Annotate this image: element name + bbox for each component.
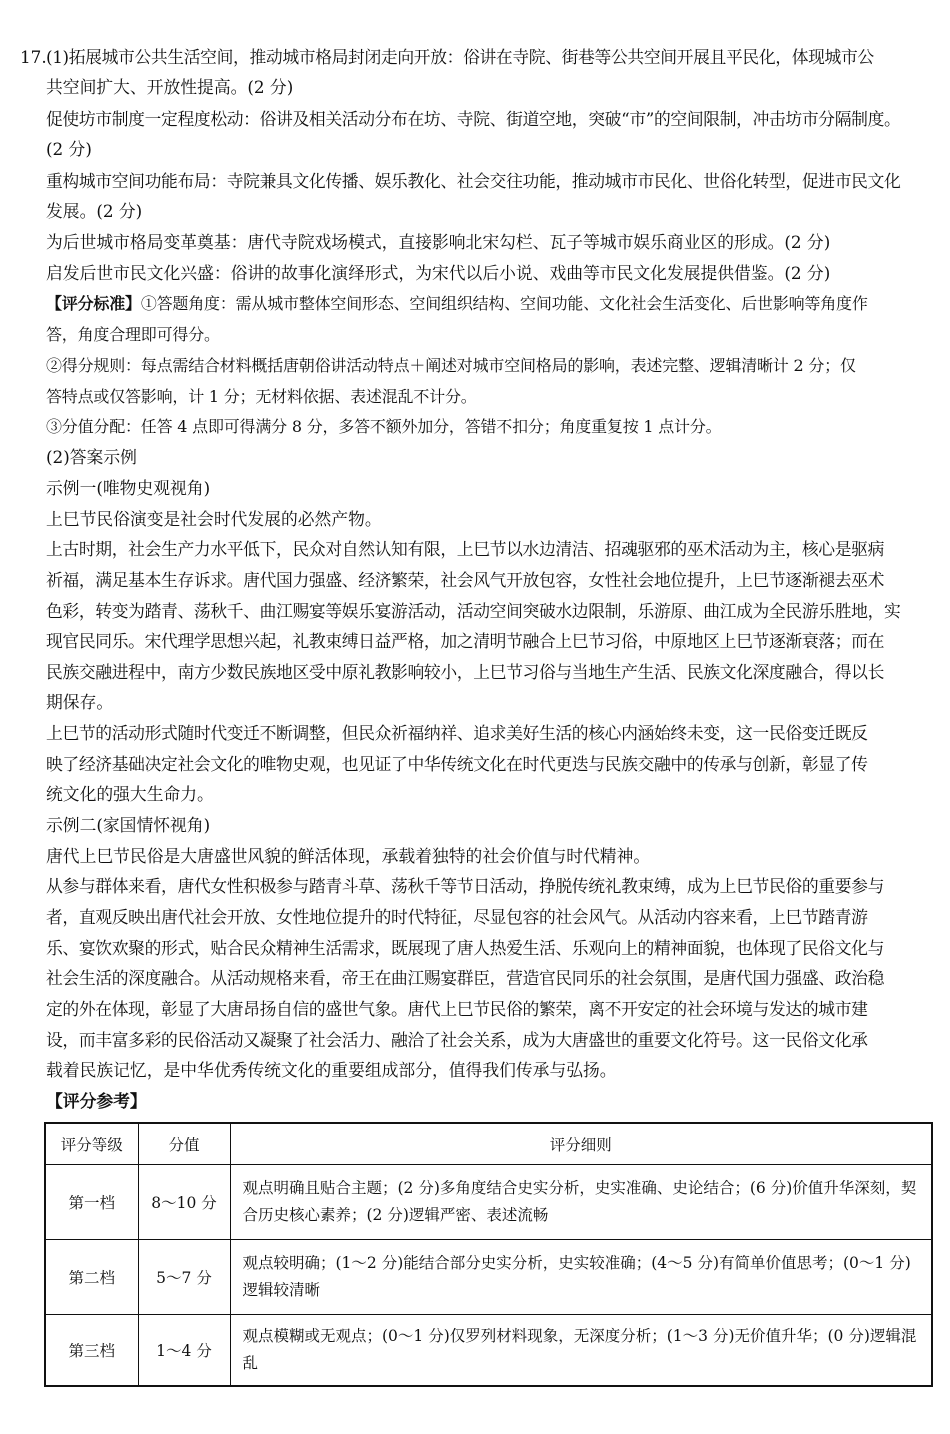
answer-line: 期保存。	[46, 692, 114, 712]
score-cell: 5～7 分	[138, 1240, 230, 1315]
answer-line: 现官民同乐。宋代理学思想兴起，礼教束缚日益严格，加之清明节融合上巳节习俗，中原地区上巳节逐渐衰落；而在	[46, 631, 884, 651]
answer-line: 映了经济基础决定社会文化的唯物史观，也见证了中华传统文化在时代更迭与民族交融中的传承与创新，彰显了传	[46, 754, 868, 774]
table-header-score: 分值	[138, 1123, 230, 1165]
answer-line: 统文化的强大生命力。	[46, 784, 214, 804]
answer-line: 促使坊市制度一定程度松动：俗讲及相关活动分布在坊、寺院、街道空地，突破“市”的空间限制，冲击坊市分隔制度。	[46, 109, 901, 129]
scoring-criteria-label: 【评分标准】	[46, 294, 141, 313]
answer-line: 者，直观反映出唐代社会开放、女性地位提升的时代特征，尽显包容的社会风气。从活动内容来看，上巳节踏青游	[46, 907, 868, 927]
table-row	[45, 1240, 932, 1315]
scoring-criteria-text: ①答题角度：需从城市整体空间形态、空间组织结构、空间功能、文化社会生活变化、后世影响等角度作	[140, 294, 868, 313]
answer-line: 祈福，满足基本生存诉求。唐代国力强盛、经济繁荣，社会风气开放包容，女性社会地位提升，上巳节逐渐褪去巫术	[46, 570, 884, 590]
answer-line: 社会生活的深度融合。从活动规格来看，帝王在曲江赐宴群臣，营造官民同乐的社会氛围，是唐代国力强盛、政治稳	[46, 968, 884, 988]
table-row	[45, 1315, 932, 1387]
answer-line: (2)答案示例	[46, 447, 137, 467]
level-cell: 第一档	[45, 1165, 138, 1240]
detail-cell: 观点较明确；(1～2 分)能结合部分史实分析，史实较准确；(4～5 分)有简单价值思考；(0～1 分)逻辑较清晰	[230, 1240, 932, 1315]
scoring-table	[44, 1122, 933, 1387]
answer-line: 定的外在体现，彰显了大唐昂扬自信的盛世气象。唐代上巳节民俗的繁荣，离不开安定的社会环境与发达的城市建	[46, 999, 868, 1019]
table-header-row	[45, 1123, 932, 1165]
answer-line: 唐代上巳节民俗是大唐盛世风貌的鲜活体现，承载着独特的社会价值与时代精神。	[46, 846, 651, 866]
answer-line: 色彩，转变为踏青、荡秋千、曲江赐宴等娱乐宴游活动，活动空间突破水边限制，乐游原、曲江成为全民游乐胜地，实	[46, 601, 901, 621]
table-header-level: 评分等级	[45, 1123, 138, 1165]
answer-line: 示例二(家国情怀视角)	[46, 815, 211, 835]
detail-cell: 观点模糊或无观点；(0～1 分)仅罗列材料现象，无深度分析；(1～3 分)无价值升华；(0 分)逻辑混乱	[230, 1315, 932, 1387]
answer-line: 载着民族记忆，是中华优秀传统文化的重要组成部分，值得我们传承与弘扬。	[46, 1060, 617, 1080]
answer-line: (2 分)	[46, 139, 92, 159]
scoring-criteria-line	[46, 294, 868, 314]
answer-line: 为后世城市格局变革奠基：唐代寺院戏场模式，直接影响北宋勾栏、瓦子等城市娱乐商业区的形成。(2 分)	[46, 232, 831, 252]
answer-line: 乐、宴饮欢聚的形式，贴合民众精神生活需求，既展现了唐人热爱生活、乐观向上的精神面貌，也体现了民俗文化与	[46, 938, 884, 958]
answer-line: (1)拓展城市公共生活空间，推动城市格局封闭走向开放：俗讲在寺院、街巷等公共空间开展且平民化，体现城市公	[46, 47, 874, 67]
answer-line: 上巳节民俗演变是社会时代发展的必然产物。	[46, 509, 382, 529]
answer-line: 从参与群体来看，唐代女性积极参与踏青斗草、荡秋千等节日活动，挣脱传统礼教束缚，成为上巳节民俗的重要参与	[46, 876, 884, 896]
table-header-detail: 评分细则	[230, 1123, 932, 1165]
answer-line: 上巳节的活动形式随时代变迁不断调整，但民众祈福纳祥、追求美好生活的核心内涵始终未变，这一民俗变迁既反	[46, 723, 868, 743]
level-cell: 第二档	[45, 1240, 138, 1315]
score-cell: 8～10 分	[138, 1165, 230, 1240]
scoring-criteria-line: 答特点或仅答影响，计 1 分；无材料依据、表述混乱不计分。	[46, 387, 477, 406]
answer-line: 设，而丰富多彩的民俗活动又凝聚了社会活力、融洽了社会关系，成为大唐盛世的重要文化符号。这一民俗文化承	[46, 1030, 868, 1050]
question-number: 17.	[20, 47, 47, 67]
table-row	[45, 1165, 932, 1240]
scoring-criteria-line: ③分值分配：任答 4 点即可得满分 8 分，多答不额外加分，答错不扣分；角度重复按 1 点计分。	[46, 417, 722, 436]
answer-line: 共空间扩大、开放性提高。(2 分)	[46, 77, 294, 97]
answer-line: 启发后世市民文化兴盛：俗讲的故事化演绎形式，为宋代以后小说、戏曲等市民文化发展提供借鉴。(2 分)	[46, 263, 831, 283]
detail-cell: 观点明确且贴合主题；(2 分)多角度结合史实分析，史实准确、史论结合；(6 分)价值升华深刻，契合历史核心素养；(2 分)逻辑严密、表述流畅	[230, 1165, 932, 1240]
scoring-criteria-line: ②得分规则：每点需结合材料概括唐朝俗讲活动特点＋阐述对城市空间格局的影响，表述完整、逻辑清晰计 2 分；仅	[46, 356, 856, 375]
scoring-criteria-line: 答，角度合理即可得分。	[46, 325, 220, 344]
answer-line: 上古时期，社会生产力水平低下，民众对自然认知有限，上巳节以水边清洁、招魂驱邪的巫术活动为主，核心是驱病	[46, 539, 884, 559]
scoring-reference-title: 【评分参考】	[46, 1091, 147, 1111]
level-cell: 第三档	[45, 1315, 138, 1387]
answer-line: 示例一(唯物史观视角)	[46, 478, 211, 498]
answer-line: 发展。(2 分)	[46, 201, 143, 221]
answer-line: 民族交融进程中，南方少数民族地区受中原礼教影响较小，上巳节习俗与当地生产生活、民族文化深度融合，得以长	[46, 662, 884, 682]
answer-line: 重构城市空间功能布局：寺院兼具文化传播、娱乐教化、社会交往功能，推动城市市民化、世俗化转型，促进市民文化	[46, 171, 901, 191]
score-cell: 1～4 分	[138, 1315, 230, 1387]
